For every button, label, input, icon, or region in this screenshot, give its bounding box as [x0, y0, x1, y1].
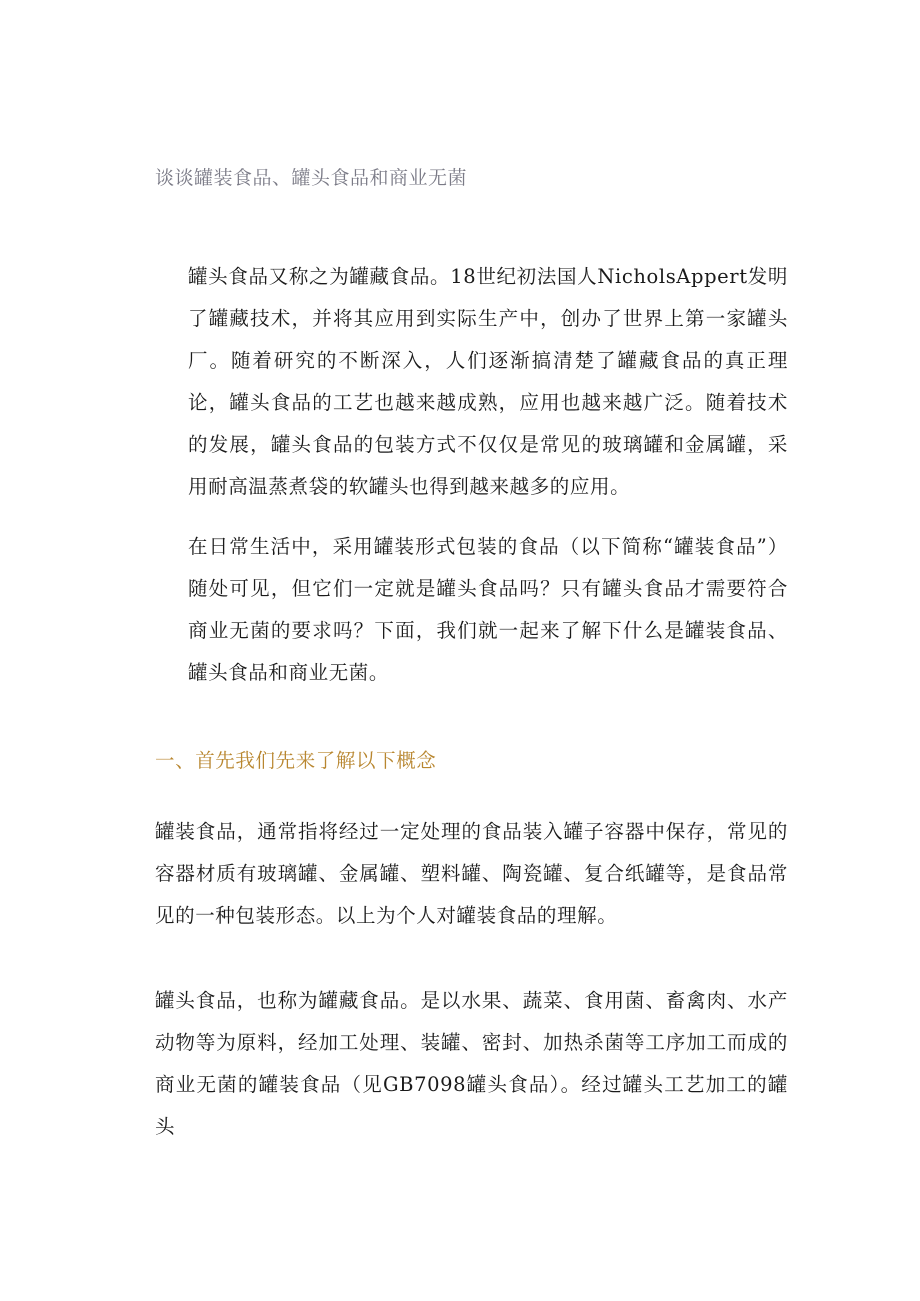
intro-paragraph-2: 在日常生活中，采用罐装形式包装的食品（以下简称“罐装食品”）随处可见，但它们一定就是罐头食品吗？只有罐头食品才需要符合商业无菌的要求吗？下面，我们就一起来了解下什么是罐装食品、罐头食品和商业无菌。 — [188, 535, 788, 684]
section-heading-concepts: 一、首先我们先来了解以下概念 — [155, 749, 437, 772]
intro-paragraph-1: 罐头食品又称之为罐藏食品。18世纪初法国人NicholsAppert发明了罐藏技术，并将其应用到实际生产中，创办了世界上第一家罐头厂。随着研究的不断深入，人们逐渐搞清楚了罐藏食品的真正理论，罐头食品的工艺也越来越成熟，应用也越来越广泛。随着技术的发展，罐头食品的包装方式不仅仅是常见的玻璃罐和金属罐，采用耐高温蒸煮袋的软罐头也得到越来越多的应用。 — [188, 265, 788, 498]
definition-paragraph-canned-packaged-food: 罐装食品，通常指将经过一定处理的食品装入罐子容器中保存，常见的容器材质有玻璃罐、金属罐、塑料罐、陶瓷罐、复合纸罐等，是食品常见的一种包装形态。以上为个人对罐装食品的理解。 — [155, 820, 788, 927]
definition-paragraph-canned-food: 罐头食品，也称为罐藏食品。是以水果、蔬菜、食用菌、畜禽肉、水产动物等为原料，经加工处理、装罐、密封、加热杀菌等工序加工而成的商业无菌的罐装食品（见GB7098罐头食品）。经过罐头工艺加工的罐头 — [155, 989, 788, 1138]
document-title: 谈谈罐装食品、罐头食品和商业无菌 — [155, 167, 468, 189]
